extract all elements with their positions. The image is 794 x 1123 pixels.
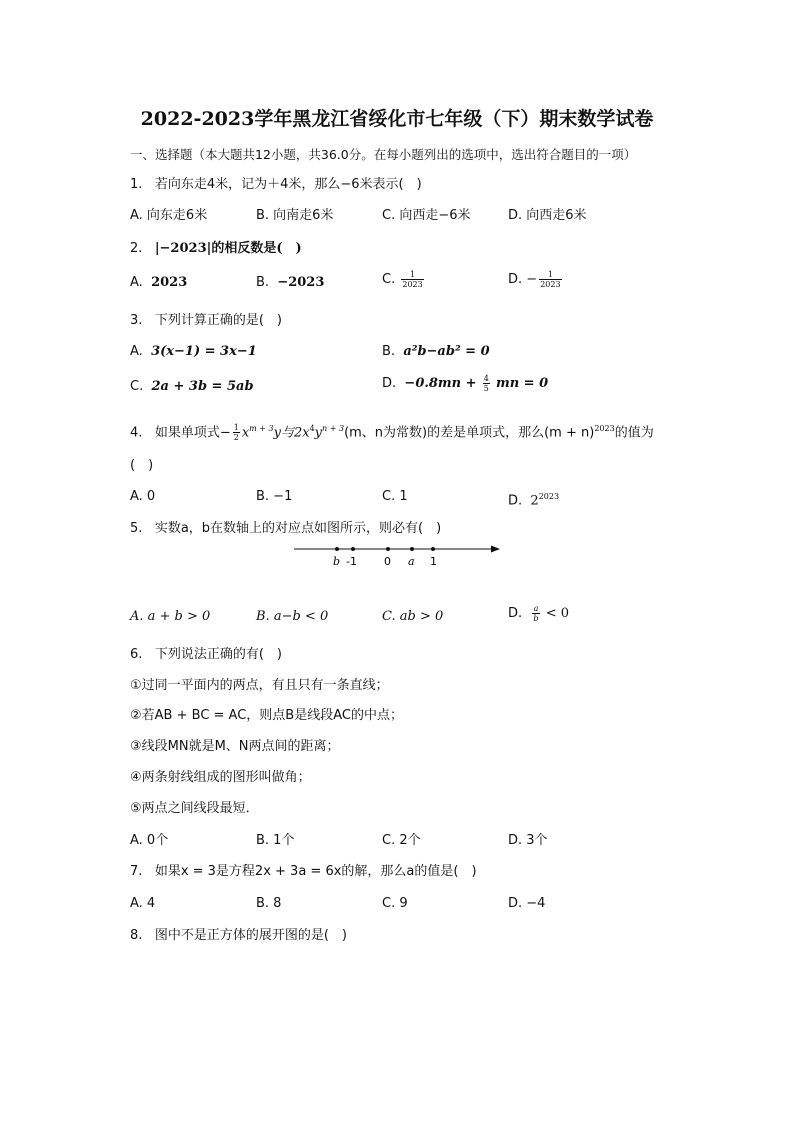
q4-option-a: A. 0 — [130, 489, 156, 504]
question-number: 5. — [130, 521, 143, 536]
question-3 — [130, 312, 282, 330]
question-2 — [130, 240, 302, 258]
q1-option-d: D. 向西走6米 — [508, 208, 587, 223]
question-number: 7. — [130, 864, 143, 879]
question-text: 图中不是正方体的展开图的是( ) — [154, 928, 347, 943]
option-letter: C. — [382, 272, 396, 287]
point-zero — [386, 547, 390, 551]
q2-option-c — [382, 270, 426, 289]
number-line-diagram — [290, 538, 505, 572]
question-6 — [130, 646, 282, 664]
question-4: 4. 如果单项式− $\frac{1}{2}$ $x^{m + 3}y$与$2x^4y^{n + 3}(m$、n为常数)的差是单项式，那么$(m + n)^{2023}$的值为 — [130, 423, 654, 443]
question-1 — [130, 176, 422, 194]
statement-1: ①过同一平面内的两点，有且只有一条直线； — [130, 678, 389, 693]
q3-option-b: B. a²b−ab² = 0 — [382, 344, 490, 359]
question-4-cont: ( ) — [130, 458, 154, 473]
point-one — [431, 547, 435, 551]
q5-option-b: B. a−b < 0 — [256, 609, 329, 624]
option-value: −2023 — [277, 275, 325, 290]
fraction: $\frac{1}{2023}$ — [540, 270, 561, 289]
question-number: 2. — [130, 241, 143, 256]
statement-2: ②若AB + BC = AC，则点B是线段AC的中点； — [130, 708, 403, 723]
question-text: |−2023|的相反数是( ) — [154, 241, 302, 256]
q5-option-a: A. a + b > 0 — [130, 609, 211, 624]
q7-option-c: C. 9 — [382, 896, 408, 911]
label-minus-one: -1 — [346, 555, 357, 568]
question-number: 4. — [130, 425, 143, 441]
q6-option-d: D. 3个 — [508, 833, 548, 848]
q6-option-c: C. 2个 — [382, 833, 421, 848]
q2-option-b — [256, 274, 324, 292]
question-number: 3. — [130, 313, 143, 328]
point-minus-one — [351, 547, 355, 551]
page-title: 2022-2023学年黑龙江省绥化市七年级（下）期末数学试卷 — [140, 108, 654, 130]
q6-option-b: B. 1个 — [256, 833, 295, 848]
q7-option-d: D. −4 — [508, 896, 546, 911]
section-heading: 一、选择题（本大题共12小题，共36.0分。在每小题列出的选项中，选出符合题目的一项） — [130, 147, 637, 162]
q1-option-a: A. 向东走6米 — [130, 208, 208, 223]
question-text: 若向东走4米，记为＋4米，那么−6米表示( ) — [154, 177, 422, 192]
minus-sign: − — [526, 272, 538, 287]
q3-option-a: A. 3(x−1) = 3x−1 — [130, 344, 257, 359]
q6-option-a: A. 0个 — [130, 833, 169, 848]
q4-option-b: B. −1 — [256, 489, 293, 504]
fraction: $\frac{1}{2}$ — [233, 423, 239, 443]
question-text: 下列计算正确的是( ) — [154, 313, 282, 328]
option-letter: D. — [508, 272, 523, 287]
label-one: 1 — [430, 555, 437, 568]
q7-option-b: B. 8 — [256, 896, 282, 911]
label-b: b — [333, 555, 341, 568]
point-a — [410, 547, 414, 551]
question-text: 如果x = 3是方程2x + 3a = 6x的解，那么a的值是( ) — [154, 864, 477, 879]
statement-4: ④两条射线组成的图形叫做角； — [130, 770, 311, 785]
question-7 — [130, 863, 477, 881]
point-b — [335, 547, 339, 551]
option-value: 2023 — [151, 275, 188, 290]
q2-option-a — [130, 274, 187, 292]
arrow-icon — [491, 546, 500, 553]
q5-option-c: C. ab > 0 — [382, 609, 444, 624]
question-number: 8. — [130, 928, 143, 943]
q5-option-d: D. $\frac{a}{b}$ < 0 — [508, 604, 569, 623]
question-text: 实数a，b在数轴上的对应点如图所示，则必有( ) — [154, 521, 442, 536]
fraction: $\frac{1}{2023}$ — [402, 270, 423, 289]
q3-option-c: C. 2a + 3b = 5ab — [130, 379, 254, 394]
label-a: a — [408, 555, 415, 568]
q7-option-a: A. 4 — [130, 896, 156, 911]
question-number: 1. — [130, 177, 143, 192]
fraction: $\frac{4}{5}$ — [483, 374, 489, 393]
q2-option-d — [508, 270, 564, 289]
question-8 — [130, 927, 347, 945]
fraction: $\frac{a}{b}$ — [533, 604, 539, 623]
question-number: 6. — [130, 647, 143, 662]
label-zero: 0 — [384, 555, 391, 568]
option-letter: A. — [130, 275, 143, 290]
q1-option-c: C. 向西走−6米 — [382, 208, 471, 223]
q4-option-d: D. $2^{2023}$ — [508, 492, 560, 509]
q4-option-c: C. 1 — [382, 489, 408, 504]
q3-option-d: D. −0.8mn + $\frac{4}{5}$ mn = 0 — [382, 374, 549, 393]
question-5 — [130, 520, 441, 538]
statement-3: ③线段MN就是M、N两点间的距离； — [130, 739, 340, 754]
question-text: 下列说法正确的有( ) — [154, 647, 282, 662]
option-letter: B. — [256, 275, 270, 290]
statement-5: ⑤两点之间线段最短． — [130, 801, 259, 816]
q1-option-b: B. 向南走6米 — [256, 208, 334, 223]
